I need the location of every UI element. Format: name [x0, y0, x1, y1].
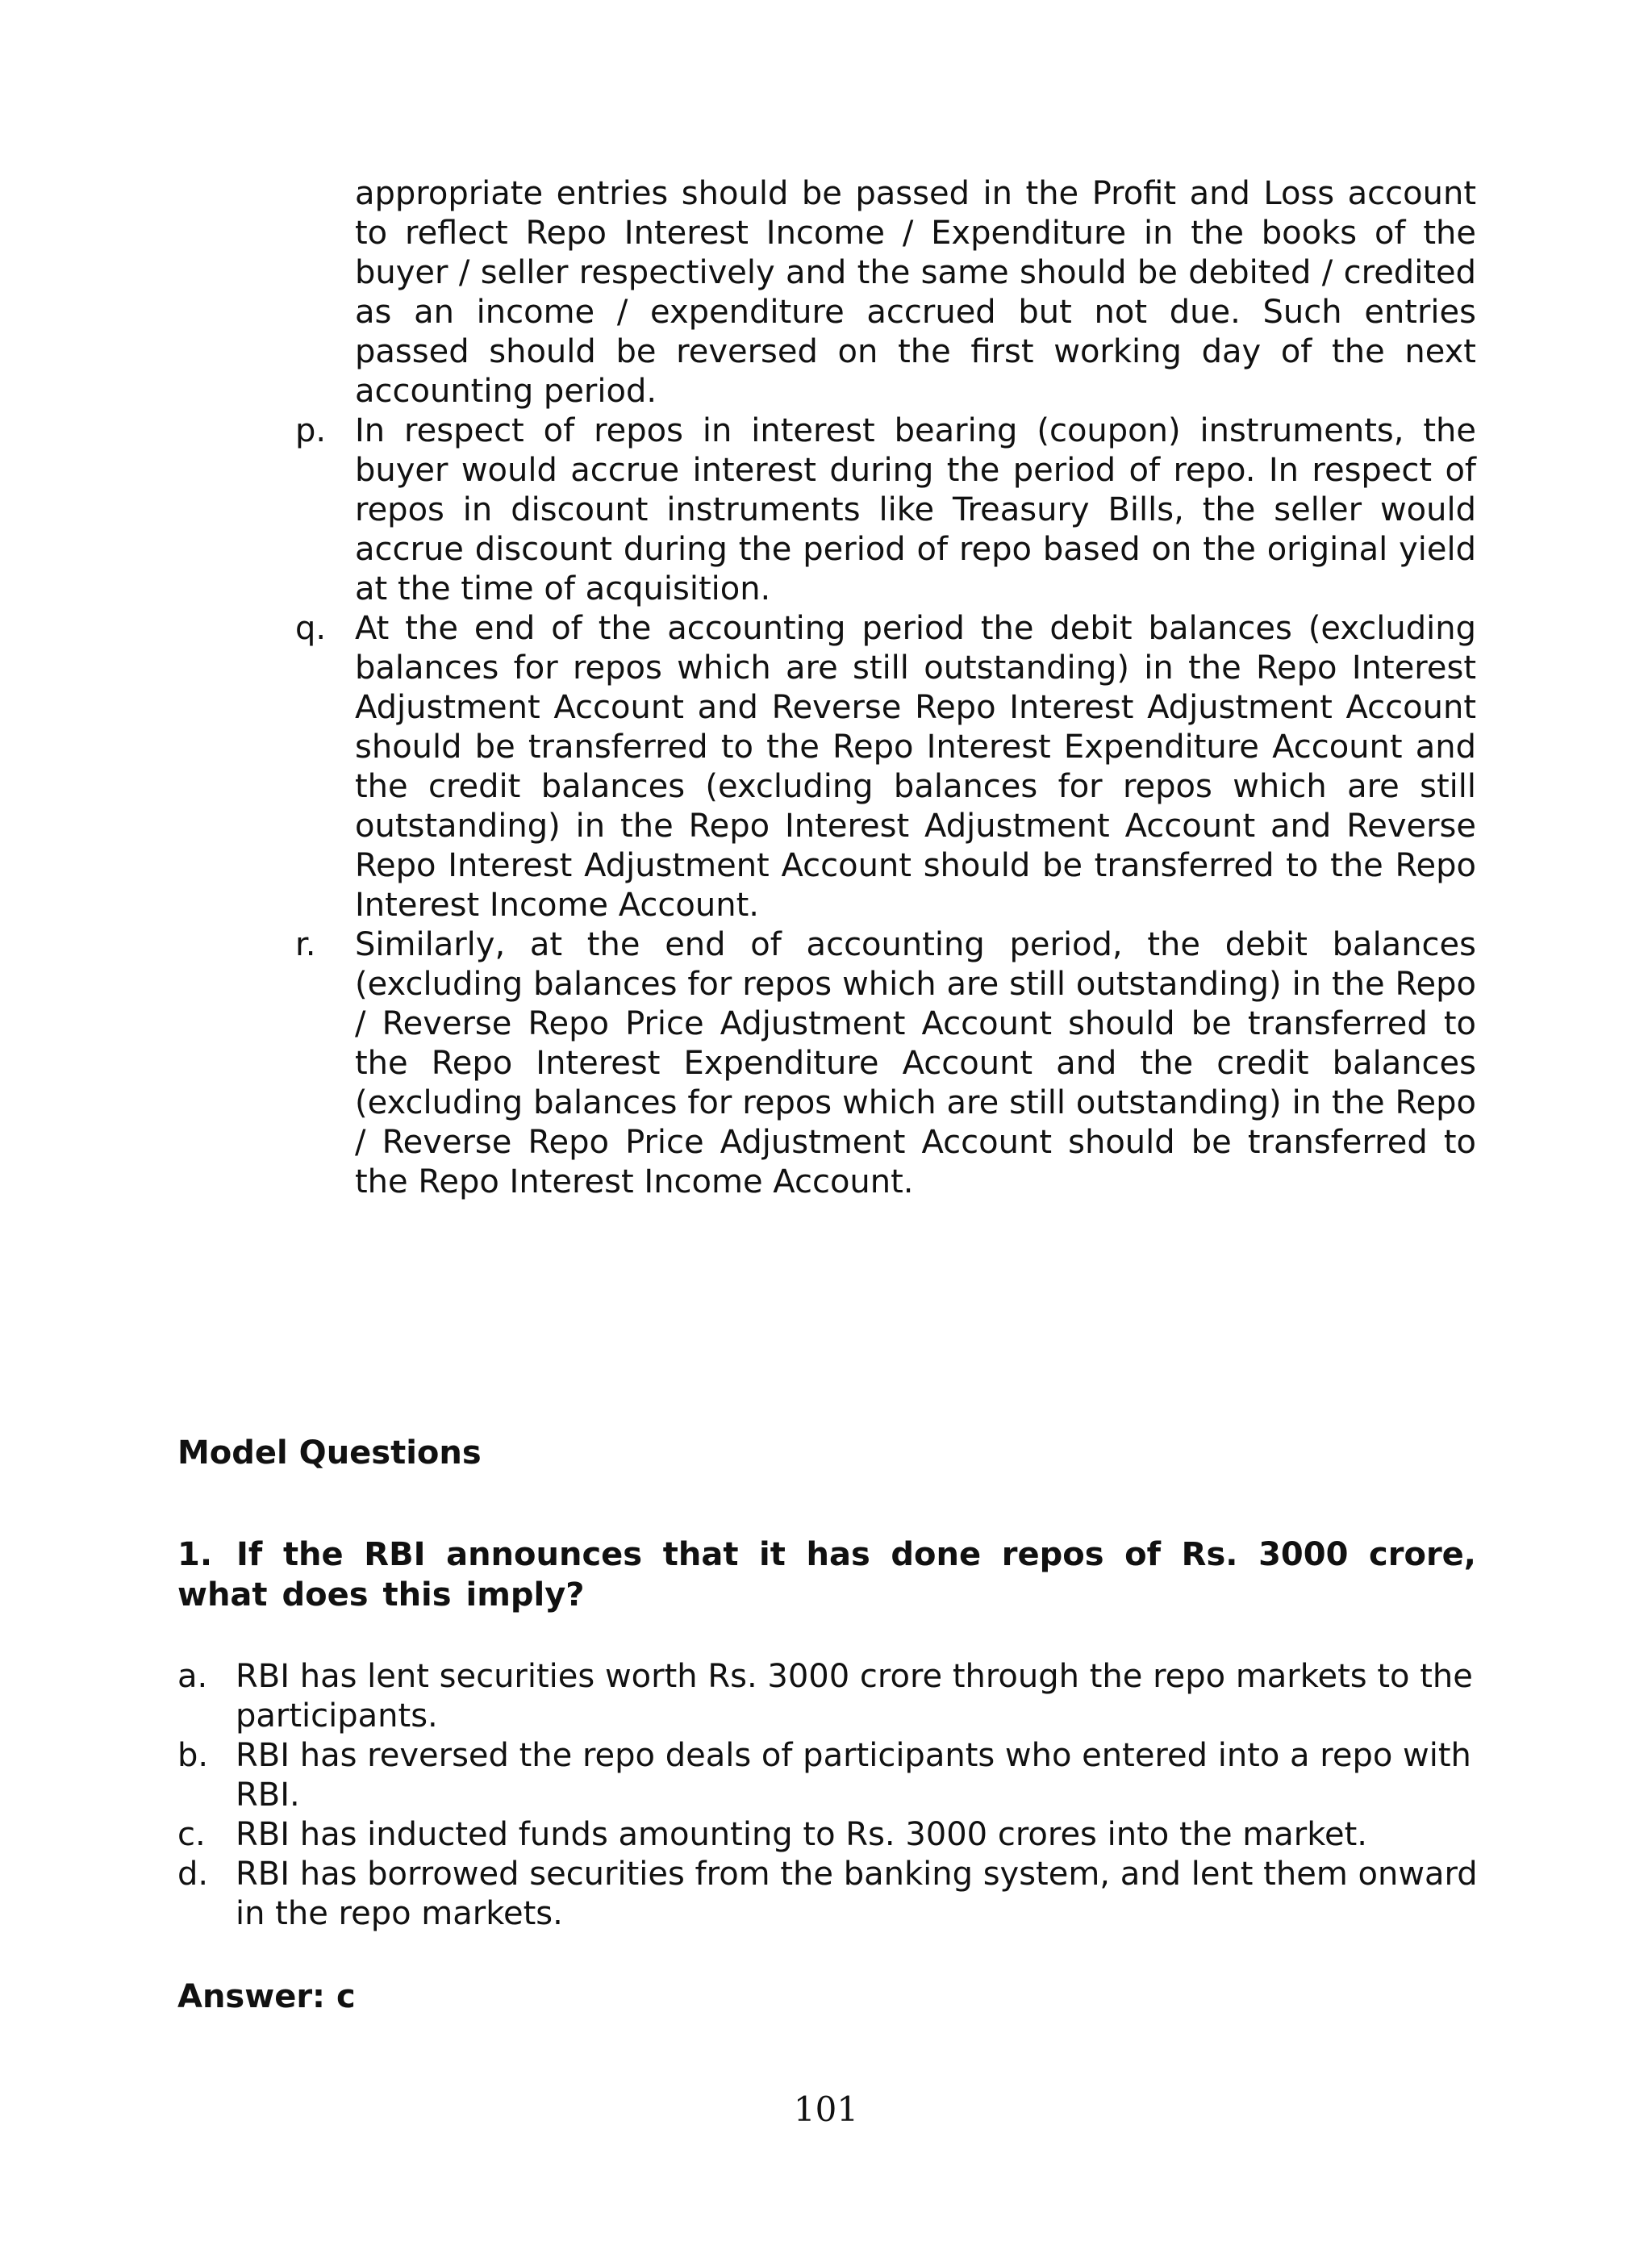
option-text: RBI has borrowed securities from the banking system, and lent them onward in the repo markets.	[236, 1856, 1478, 1932]
option-d	[177, 1855, 1484, 1934]
answer: Answer: c	[177, 1978, 356, 2015]
option-a	[177, 1657, 1484, 1736]
list-item-p	[290, 411, 1476, 609]
answer-options	[177, 1657, 1484, 1934]
list-item-text: Similarly, at the end of accounting period, the debit balances (excluding balances for repos which are still outstanding) in the Repo / Reverse Repo Price Adjustment Account should be transferred to the Repo Interest Expenditure Account and the credit balances (excluding balances for repos which are still outstanding) in the Repo / Reverse Repo Price Adjustment Account should be transferred to the Repo Interest Income Account.	[355, 926, 1476, 1200]
option-marker: c.	[177, 1816, 206, 1853]
list-item-marker: p.	[295, 412, 327, 449]
option-marker: b.	[177, 1737, 209, 1774]
option-marker: a.	[177, 1658, 208, 1695]
list-item-marker: q.	[295, 610, 327, 647]
section-title: Model Questions	[177, 1434, 482, 1472]
page-number: 101	[793, 2090, 859, 2129]
option-text: RBI has lent securities worth Rs. 3000 crore through the repo markets to the participants.	[236, 1658, 1473, 1735]
question-number: 1.	[177, 1536, 213, 1573]
continuation-paragraph: appropriate entries should be passed in the Profit and Loss account to reflect Repo Interest Income / Expenditure in the books of the buyer / seller respectively and the same should be debited / credited as an income / expenditure accrued but not due. Such entries passed should be reversed on the first working day of the next accounting period.	[355, 175, 1476, 410]
list-item-marker: r.	[295, 926, 316, 963]
question-text: If the RBI announces that it has done repos of Rs. 3000 crore, what does this imply?	[177, 1536, 1476, 1614]
option-c	[177, 1815, 1484, 1855]
list-item-text: At the end of the accounting period the debit balances (excluding balances for repos which are still outstanding) in the Repo Interest Adjustment Account and Reverse Repo Interest Adjustment Account should be transferred to the Repo Interest Expenditure Account and the credit balances (excluding balances for repos which are still outstanding) in the Repo Interest Adjustment Account and Reverse Repo Interest Adjustment Account should be transferred to the Repo Interest Income Account.	[355, 610, 1476, 924]
option-text: RBI has inducted funds amounting to Rs. 3000 crores into the market.	[236, 1816, 1367, 1853]
option-text: RBI has reversed the repo deals of participants who entered into a repo with RBI.	[236, 1737, 1471, 1814]
option-marker: d.	[177, 1856, 209, 1893]
list-item-text: In respect of repos in interest bearing (coupon) instruments, the buyer would accrue interest during the period of repo. In respect of repos in discount instruments like Treasury Bills, the seller would accrue discount during the period of repo based on the original yield at the time of acquisition.	[355, 412, 1476, 607]
question-1	[177, 1534, 1476, 1615]
option-b	[177, 1736, 1484, 1815]
list-item-q	[290, 609, 1476, 925]
list-item-r	[290, 925, 1476, 1202]
accounting-items-list	[290, 411, 1476, 1202]
